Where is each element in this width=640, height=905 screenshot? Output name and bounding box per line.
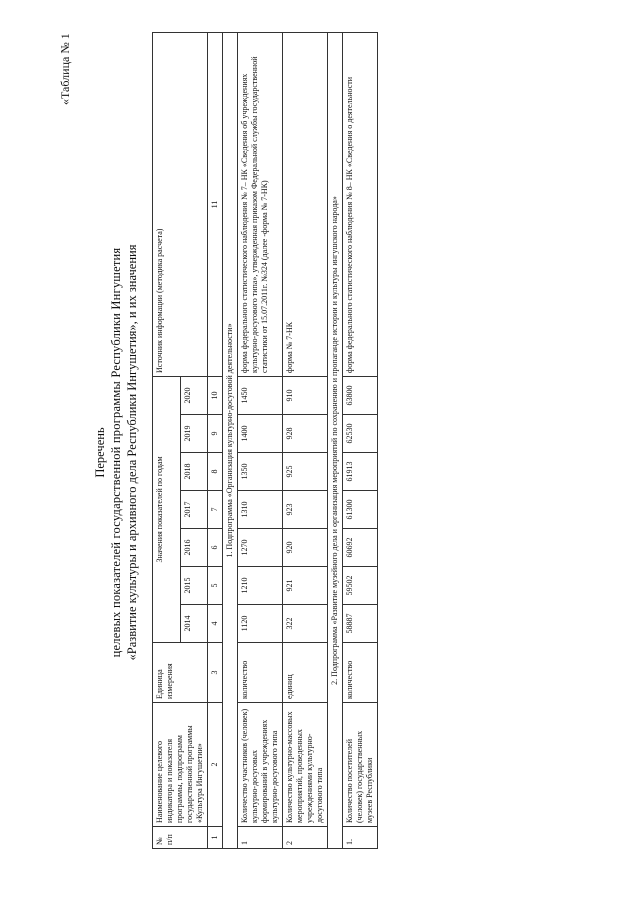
row-name: Количество участников (человек) культурно-досуговых формирований в учреждениях культурно-досугового типа <box>238 703 283 827</box>
index-cell: 8 <box>208 453 223 491</box>
header-unit: Единица измерения <box>153 643 208 703</box>
index-cell: 2 <box>208 703 223 827</box>
row-unit: количество <box>238 643 283 703</box>
section-title: 1. Подпрограмма «Организация культурно-досуговой деятельности» <box>223 32 238 848</box>
year-cell: 2018 <box>180 453 208 491</box>
year-cell: 2015 <box>180 567 208 605</box>
row-no: 1. <box>343 827 378 849</box>
row-name: Количество культурно-массовых мероприятий, проведенных учреждениями культурно-досугового типа <box>283 703 328 827</box>
year-cell: 2019 <box>180 415 208 453</box>
index-row <box>208 32 223 848</box>
header-source: Источник информации (методика расчета) <box>153 32 208 376</box>
page-subtitle: целевых показателей государственной программы Республики Ингушетия <box>109 247 123 658</box>
row-source: форма № 7-НК <box>283 32 328 376</box>
value-cell: 62530 <box>343 415 378 453</box>
index-cell: 6 <box>208 529 223 567</box>
year-cell: 2020 <box>180 376 208 414</box>
indicators-table <box>152 32 378 849</box>
header-values: Значения показателей по годам <box>153 376 181 642</box>
header-name: Наименование целевого индикатора и показателя программы, подпрограмм государственной программы «Культура Ингушетии» <box>153 703 208 827</box>
table-header-row <box>153 32 181 848</box>
row-no: 2 <box>283 827 328 849</box>
row-source: форма федерального статистического наблюдения № 7– НК «Сведения об учреждениях культурно-досугового типа», утвержденная приказом Федеральной службы государственной статистики от 15.07.2011г. №324 (далее -форма № 7-НК) <box>238 32 283 376</box>
value-cell: 60692 <box>343 529 378 567</box>
table-row <box>283 32 328 848</box>
table-row <box>238 32 283 848</box>
year-cell: 2016 <box>180 529 208 567</box>
row-name: Количество посетителей (человек) государственных музеев Республики <box>343 703 378 827</box>
value-cell: 61913 <box>343 453 378 491</box>
value-cell: 59502 <box>343 567 378 605</box>
value-cell: 58887 <box>343 605 378 643</box>
index-cell: 5 <box>208 567 223 605</box>
row-unit: единиц <box>283 643 328 703</box>
row-no: 1 <box>238 827 283 849</box>
section-row <box>223 32 238 848</box>
index-cell: 9 <box>208 415 223 453</box>
header-no: № п/п <box>153 827 208 849</box>
value-cell: 921 <box>283 567 328 605</box>
value-cell: 1450 <box>238 376 283 414</box>
value-cell: 63800 <box>343 376 378 414</box>
index-cell: 1 <box>208 827 223 849</box>
value-cell: 923 <box>283 491 328 529</box>
value-cell: 1310 <box>238 491 283 529</box>
value-cell: 61300 <box>343 491 378 529</box>
table-row <box>343 32 378 848</box>
value-cell: 920 <box>283 529 328 567</box>
row-source: форма федерального статистического наблюдения № 8– НК «Сведения о деятельности <box>343 32 378 376</box>
table-number: «Таблица № 1 <box>58 33 72 105</box>
index-cell: 3 <box>208 643 223 703</box>
value-cell: 1400 <box>238 415 283 453</box>
index-cell: 4 <box>208 605 223 643</box>
value-cell: 1350 <box>238 453 283 491</box>
value-cell: 928 <box>283 415 328 453</box>
index-cell: 7 <box>208 491 223 529</box>
index-cell: 11 <box>208 32 223 376</box>
section-title: 2. Подпрограмма «Развитие музейного дела и организация мероприятий по сохранению и пропаганде истории и культуры ингушского народа» <box>328 32 343 848</box>
program-title: «Развитие культуры и архивного дела Республики Ингушетия», и их значения <box>125 244 139 661</box>
index-cell: 10 <box>208 376 223 414</box>
year-cell: 2014 <box>180 605 208 643</box>
value-cell: 1270 <box>238 529 283 567</box>
value-cell: 1120 <box>238 605 283 643</box>
page-title: Перечень <box>93 427 107 478</box>
value-cell: 1210 <box>238 567 283 605</box>
section-row <box>328 32 343 848</box>
value-cell: 910 <box>283 376 328 414</box>
value-cell: 925 <box>283 453 328 491</box>
row-unit: количество <box>343 643 378 703</box>
value-cell: 322 <box>283 605 328 643</box>
year-cell: 2017 <box>180 491 208 529</box>
